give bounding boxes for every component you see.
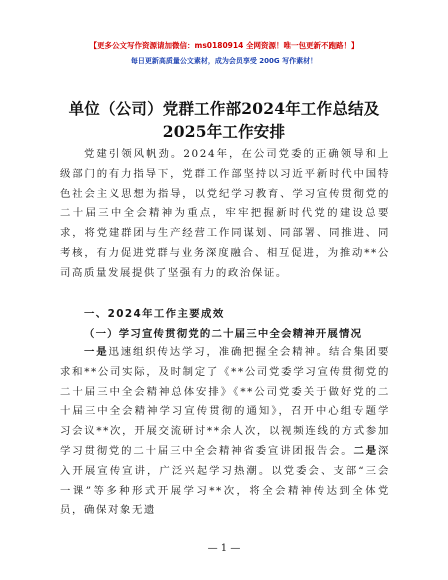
- paragraph-text-second: 深入开展宣传宣讲，广泛兴起学习热潮。以党委会、支部“三会一课”等多种形式开展学习**次，将全会精神传达到全体党员，确保对象无遗: [60, 444, 390, 517]
- promo-banner-line2: 每日更新高质量公文素材，成为会员享受 200G 写作素材！: [130, 57, 318, 65]
- lead-marker-first: 一是: [84, 346, 109, 358]
- promo-banner-line1: 【更多公文写作资源请加微信：ms0180914 全网资源！唯一包更新不跑路！】: [89, 41, 359, 50]
- section-heading: 一、2024年工作主要成效: [84, 308, 225, 320]
- document-title-line1: 单位（公司）党群工作部2024年工作总结及: [68, 99, 380, 118]
- document-title-line2: 2025年工作安排: [162, 122, 286, 141]
- body-paragraph: [60, 343, 390, 521]
- subsection-heading: （一）学习宣传贯彻党的二十届三中全会精神开展情况: [84, 328, 363, 340]
- lead-marker-second: 二是: [353, 444, 378, 457]
- page-number: — 1 —: [207, 543, 241, 554]
- paragraph-text-first: 迅速组织传达学习，准确把握全会精神。结合集团要求和**公司实际，及时制定了《**公司党委学习宣传贯彻党的二十届三中全会精神总体安排》《**公司党委关于做好党的二十届三中全会精神学习宣传贯彻的通知》，召开中心组专题学习会议**次，开展交流研讨**余人次，以视频连线的方式参加学习贯彻党的二十届三中全会精神省委宣讲团报告会。: [60, 346, 390, 457]
- intro-paragraph: 党建引领风帆劲。2024年，在公司党委的正确领导和上级部门的有力指导下，党群工作部坚持以习近平新时代中国特色社会主义思想为指导，以党纪学习教育、学习宣传贯彻党的二十届三中全会精神为重点，牢牢把握新时代党的建设总要求，将党建群团与生产经营工作同谋划、同部署、同推进、同考核，有力促进党群与业务深度融合、相互促进，为推动**公司高质量发展提供了坚强有力的政治保证。: [60, 148, 390, 279]
